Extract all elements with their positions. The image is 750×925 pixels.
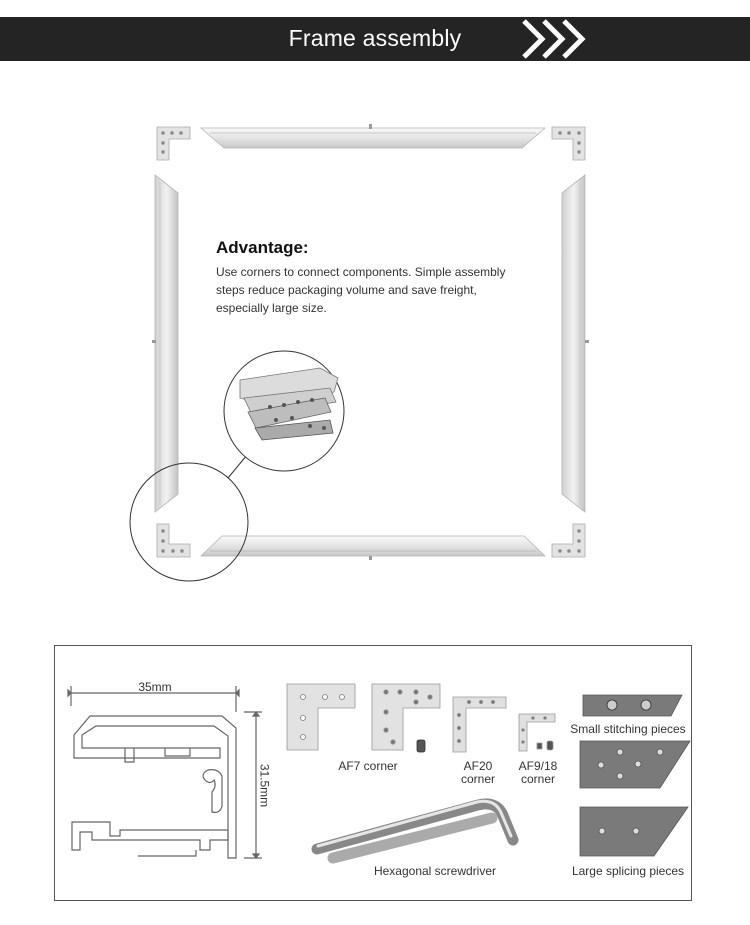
af9-18-corner-label xyxy=(508,760,568,786)
advantage-line: steps reduce packaging volume and save freight, xyxy=(216,283,477,297)
width-dimension-label: 35mm xyxy=(138,680,172,694)
height-dimension-label: 31.5mm xyxy=(257,763,272,808)
advantage-heading: Advantage: xyxy=(216,238,309,257)
small-stitching-piece xyxy=(583,695,682,716)
advantage-line: especially large size. xyxy=(216,301,327,315)
af20-corner-part xyxy=(453,697,506,752)
af20-corner-label xyxy=(448,760,508,786)
label-line: AF9/18 xyxy=(518,759,558,773)
screwdriver-label: Hexagonal screwdriver xyxy=(373,864,497,878)
af7-corner-label: AF7 corner xyxy=(338,759,398,773)
label-line: corner xyxy=(520,772,555,786)
label-line: corner xyxy=(460,772,495,786)
large-splicing-piece xyxy=(580,807,688,856)
advantage-line: Use corners to connect components. Simple assembly xyxy=(216,265,506,279)
af9-18-corner-part xyxy=(519,714,555,751)
hex-screwdriver xyxy=(317,804,513,858)
large-pieces-label: Large splicing pieces xyxy=(571,864,685,878)
medium-stitching-piece xyxy=(580,741,690,788)
small-pieces-label: Small stitching pieces xyxy=(570,722,686,736)
af7-corner-parts xyxy=(287,684,440,752)
profile-cross-section xyxy=(68,686,262,858)
label-line: AF20 xyxy=(463,759,493,773)
page-title: Frame assembly xyxy=(288,25,462,51)
